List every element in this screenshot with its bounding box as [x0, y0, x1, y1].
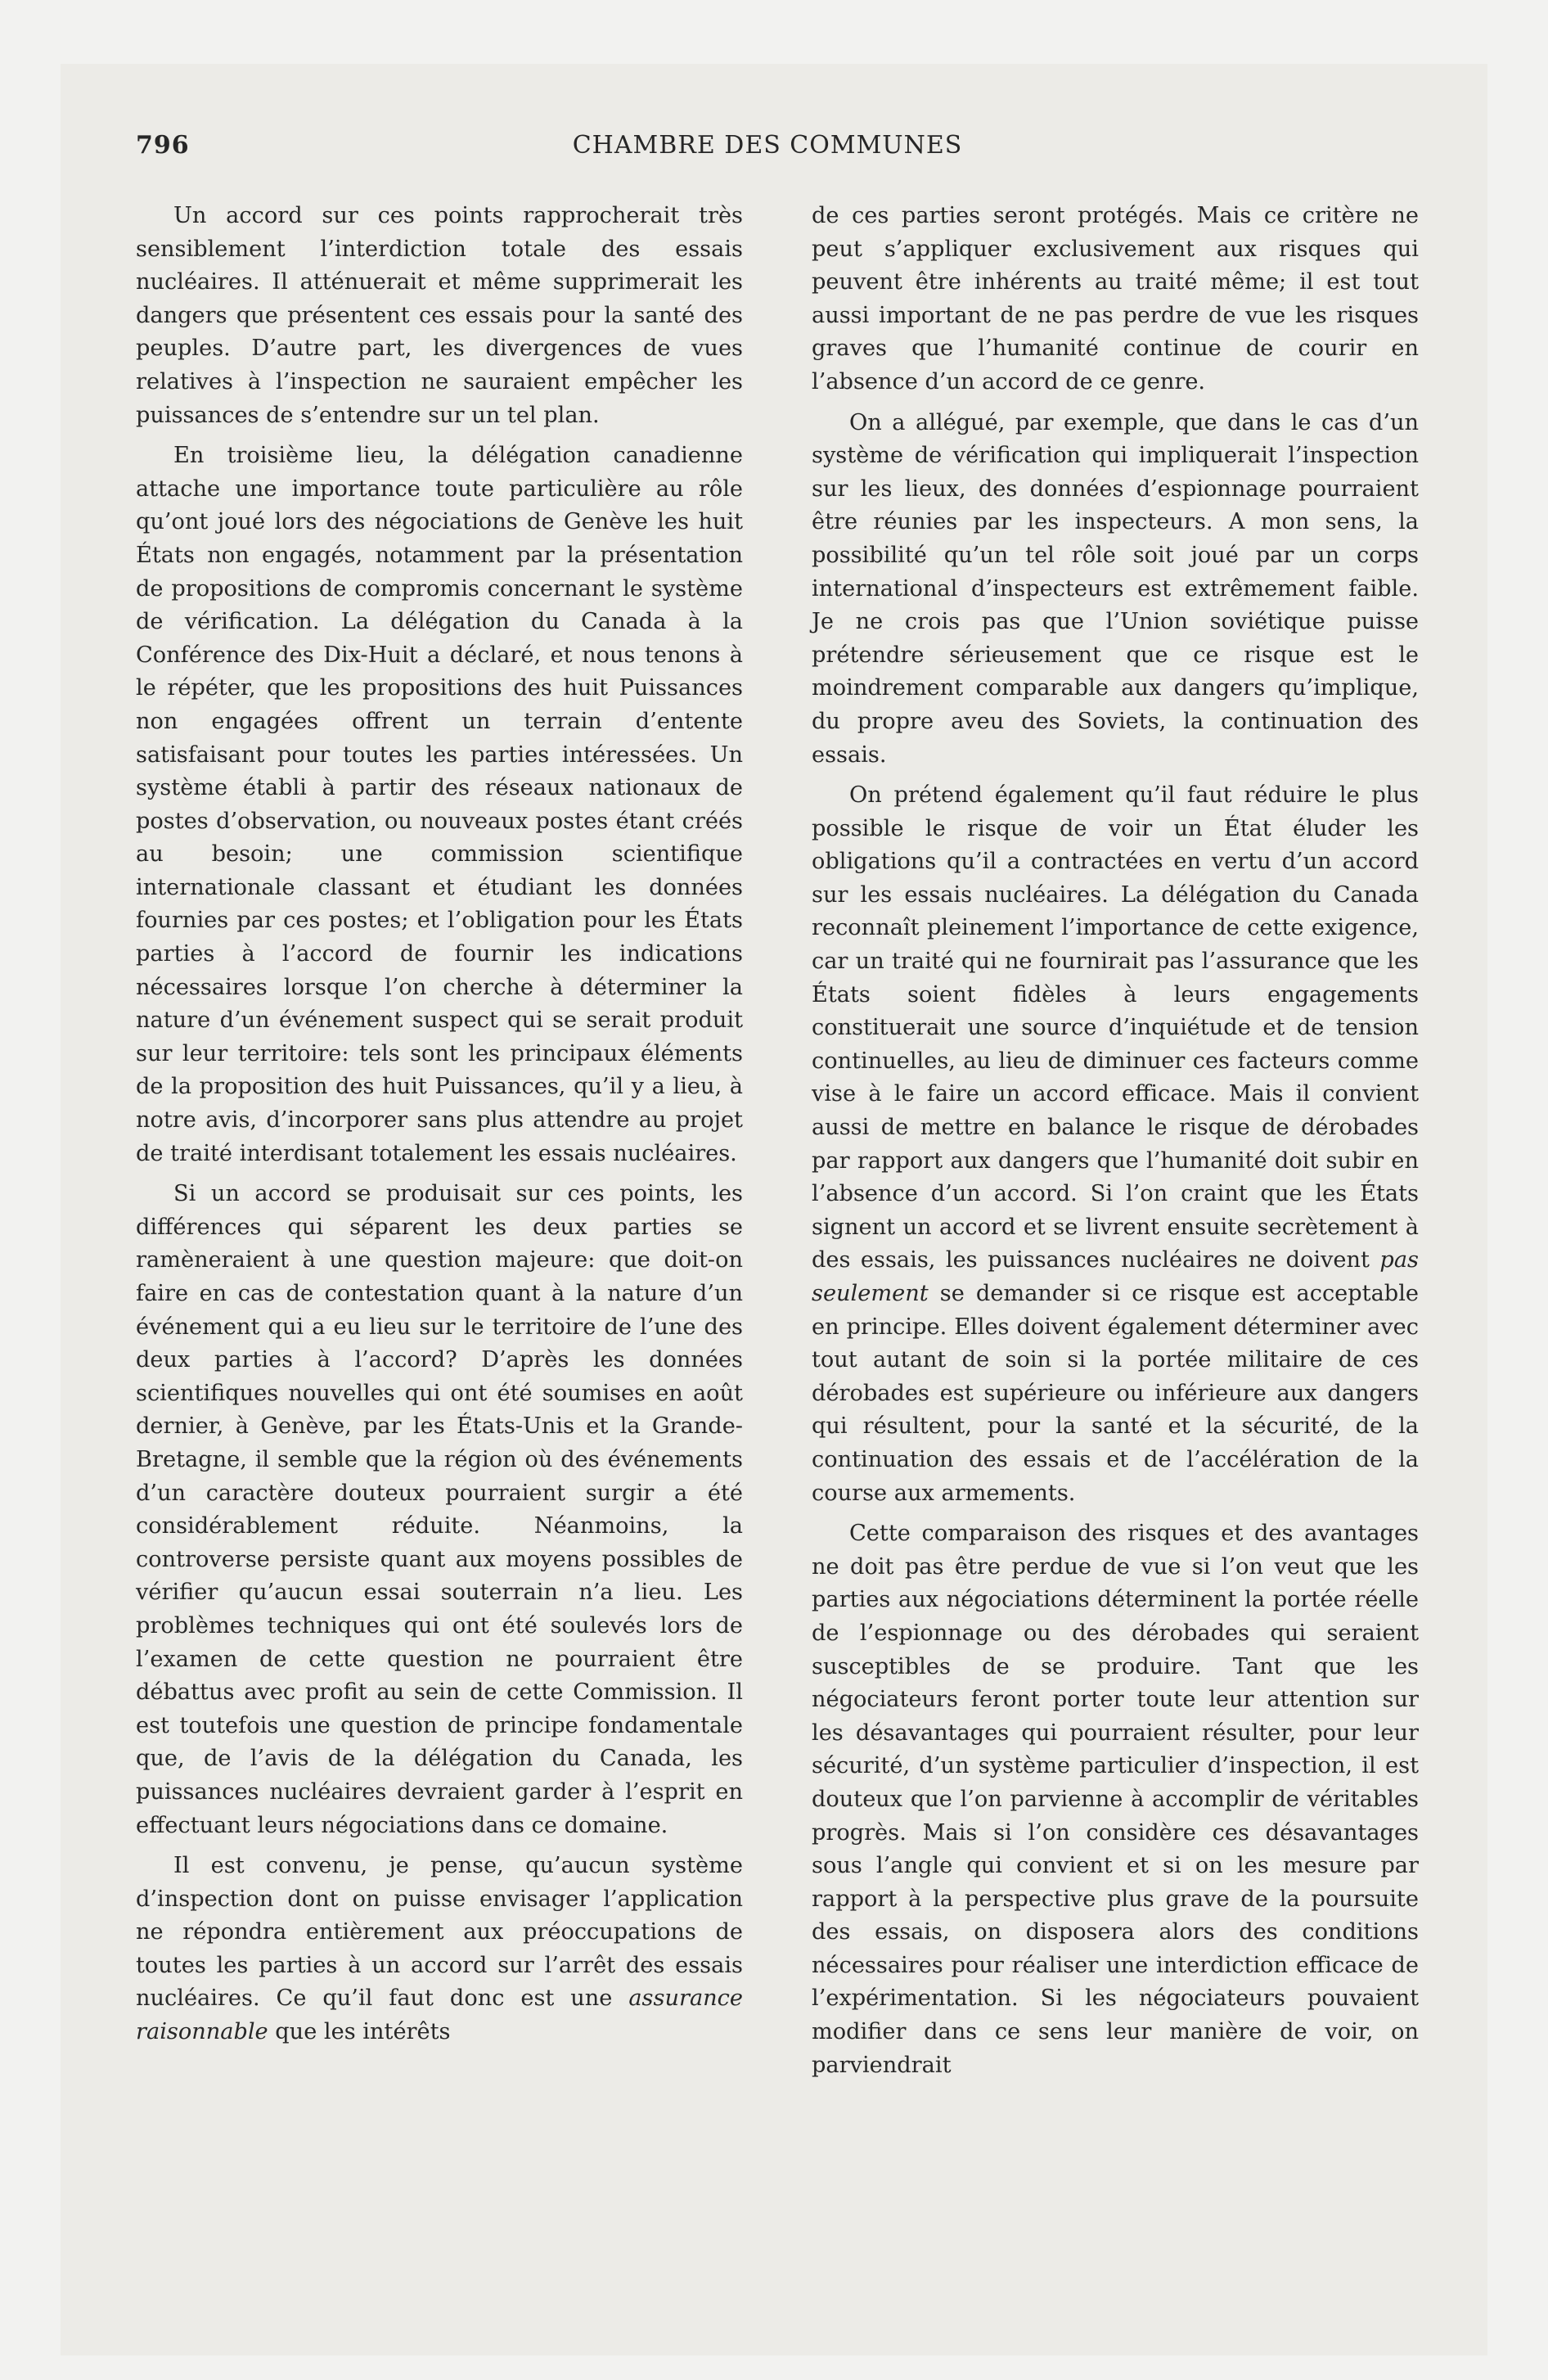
text-run: On prétend également qu’il faut réduire le plus possible le risque de voir un État éluder les obligations qu’il a contractées en vertu d’un accord sur les essais nucléaires. La délégation du Canada reconnaît pleinement l’importance de cette exigence, car un traité qui ne fournirait pas l’assurance que les États soient fidèles à leurs engagements constituerait une source d’inquiétude et de tension continuelles, au lieu de diminuer ces facteurs comme vise à le faire un accord efficace. Mais il convient aussi de mettre en balance le risque de dérobades par rapport aux dangers que l’humanité doit subir en l’absence d’un accord. Si l’on craint que les États signent un accord et se livrent ensuite secrètement à des essais, les puissances nucléaires ne doivent	[812, 782, 1419, 1273]
paragraph	[812, 779, 1419, 1510]
text-run: Il est convenu, je pense, qu’aucun système d’inspection dont on puisse envisager l’application ne répondra entièrement aux préoccupations de toutes les parties à un accord sur l’arrêt des essais nucléaires. Ce qu’il faut donc est une	[136, 1853, 743, 2012]
paragraph	[136, 1850, 743, 2049]
right-column	[812, 200, 1419, 2082]
paragraph: On a allégué, par exemple, que dans le cas d’un système de vérification qui impliquerait l’inspection sur les lieux, des données d’espionnage pourraient être réunies par les inspecteurs. A mon sens, la possibilité qu’un tel rôle soit joué par un corps international d’inspecteurs est extrêmement faible. Je ne crois pas que l’Union soviétique puisse prétendre sérieusement que ce risque est le moindrement comparable aux dangers qu’implique, du propre aveu des Soviets, la continuation des essais.	[812, 409, 1419, 768]
page-number: 796	[136, 131, 190, 160]
paragraph-continued: de ces parties seront protégés. Mais ce critère ne peut s’appliquer exclusivement aux risques qui peuvent être inhérents au traité même; il est tout aussi important de ne pas perdre de vue les risques graves que l’humanité continue de courir en l’absence d’un accord de ce genre.	[812, 203, 1419, 394]
text-run: que les intérêts	[268, 2019, 451, 2045]
running-title: CHAMBRE DES COMMUNES	[572, 131, 963, 160]
left-column	[136, 200, 743, 2049]
text-run: se demander si ce risque est acceptable en principe. Elles doivent également déterminer avec tout autant de soin si la portée militaire de ces dérobades est supérieure ou inférieure aux dangers qui résultent, pour la santé et la sécurité, de la continuation des essais et de l’accélération de la course aux armements.	[812, 1281, 1419, 1506]
paragraph: Si un accord se produisait sur ces points, les différences qui séparent les deux parties se ramèneraient à une question majeure: que doit-on faire en cas de contestation quant à la nature d’un événement qui a eu lieu sur le territoire de l’une des deux parties à l’accord? D’après les données scientifiques nouvelles qui ont été soumises en août dernier, à Genève, par les États-Unis et la Grande-Bretagne, il semble que la région où des événements d’un caractère douteux pourraient surgir a été considérablement réduite. Néanmoins, la controverse persiste quant aux moyens possibles de vérifier qu’aucun essai souterrain n’a lieu. Les problèmes techniques qui ont été soulevés lors de l’examen de cette question ne pourraient être débattus avec profit au sein de cette Commission. Il est toutefois une question de principe fondamentale que, de l’avis de la délégation du Canada, les puissances nucléaires devraient garder à l’esprit en effectuant leurs négociations dans ce domaine.	[136, 1181, 743, 1838]
emphasis-text: assurance raisonnable	[136, 1986, 743, 2045]
paragraph: Cette comparaison des risques et des avantages ne doit pas être perdue de vue si l’on veut que les parties aux négociations déterminent la portée réelle de l’espionnage ou des dérobades qui seraient susceptibles de se produire. Tant que les négociateurs feront porter toute leur attention sur les désavantages qui pourraient résulter, pour leur sécurité, d’un système particulier d’inspection, il est douteux que l’on parvienne à accomplir de véritables progrès. Mais si l’on considère ces désavantages sous l’angle qui convient et si on les mesure par rapport à la perspective plus grave de la poursuite des essais, on disposera alors des conditions nécessaires pour réaliser une interdiction efficace de l’expérimentation. Si les négociateurs pouvaient modifier dans ce sens leur manière de voir, on parviendrait	[812, 1521, 1419, 2078]
emphasis-text: pas seulement	[812, 1247, 1419, 1306]
paragraph: En troisième lieu, la délégation canadienne attache une importance toute particulière au rôle qu’ont joué lors des négociations de Genève les huit États non engagés, notamment par la présentation de propositions de compromis concernant le système de vérification. La délégation du Canada à la Conférence des Dix-Huit a déclaré, et nous tenons à le répéter, que les propositions des huit Puissances non engagées offrent un terrain d’entente satisfaisant pour toutes les parties intéressées. Un système établi à partir des réseaux nationaux de postes d’observation, ou nouveaux postes étant créés au besoin; une commission scientifique internationale classant et étudiant les données fournies par ces postes; et l’obligation pour les États parties à l’accord de fournir les indications nécessaires lorsque l’on cherche à déterminer la nature d’un événement suspect qui se serait produit sur leur territoire: tels sont les principaux éléments de la proposition des huit Puissances, qu’il y a lieu, à notre avis, d’incorporer sans plus attendre au projet de traité interdisant totalement les essais nucléaires.	[136, 443, 743, 1166]
page-header	[136, 131, 1399, 170]
paragraph: Un accord sur ces points rapprocherait très sensiblement l’interdiction totale des essais nucléaires. Il atténuerait et même supprimerait les dangers que présentent ces essais pour la santé des peuples. D’autre part, les divergences de vues relatives à l’inspection ne sauraient empêcher les puissances de s’entendre sur un tel plan.	[136, 203, 743, 428]
